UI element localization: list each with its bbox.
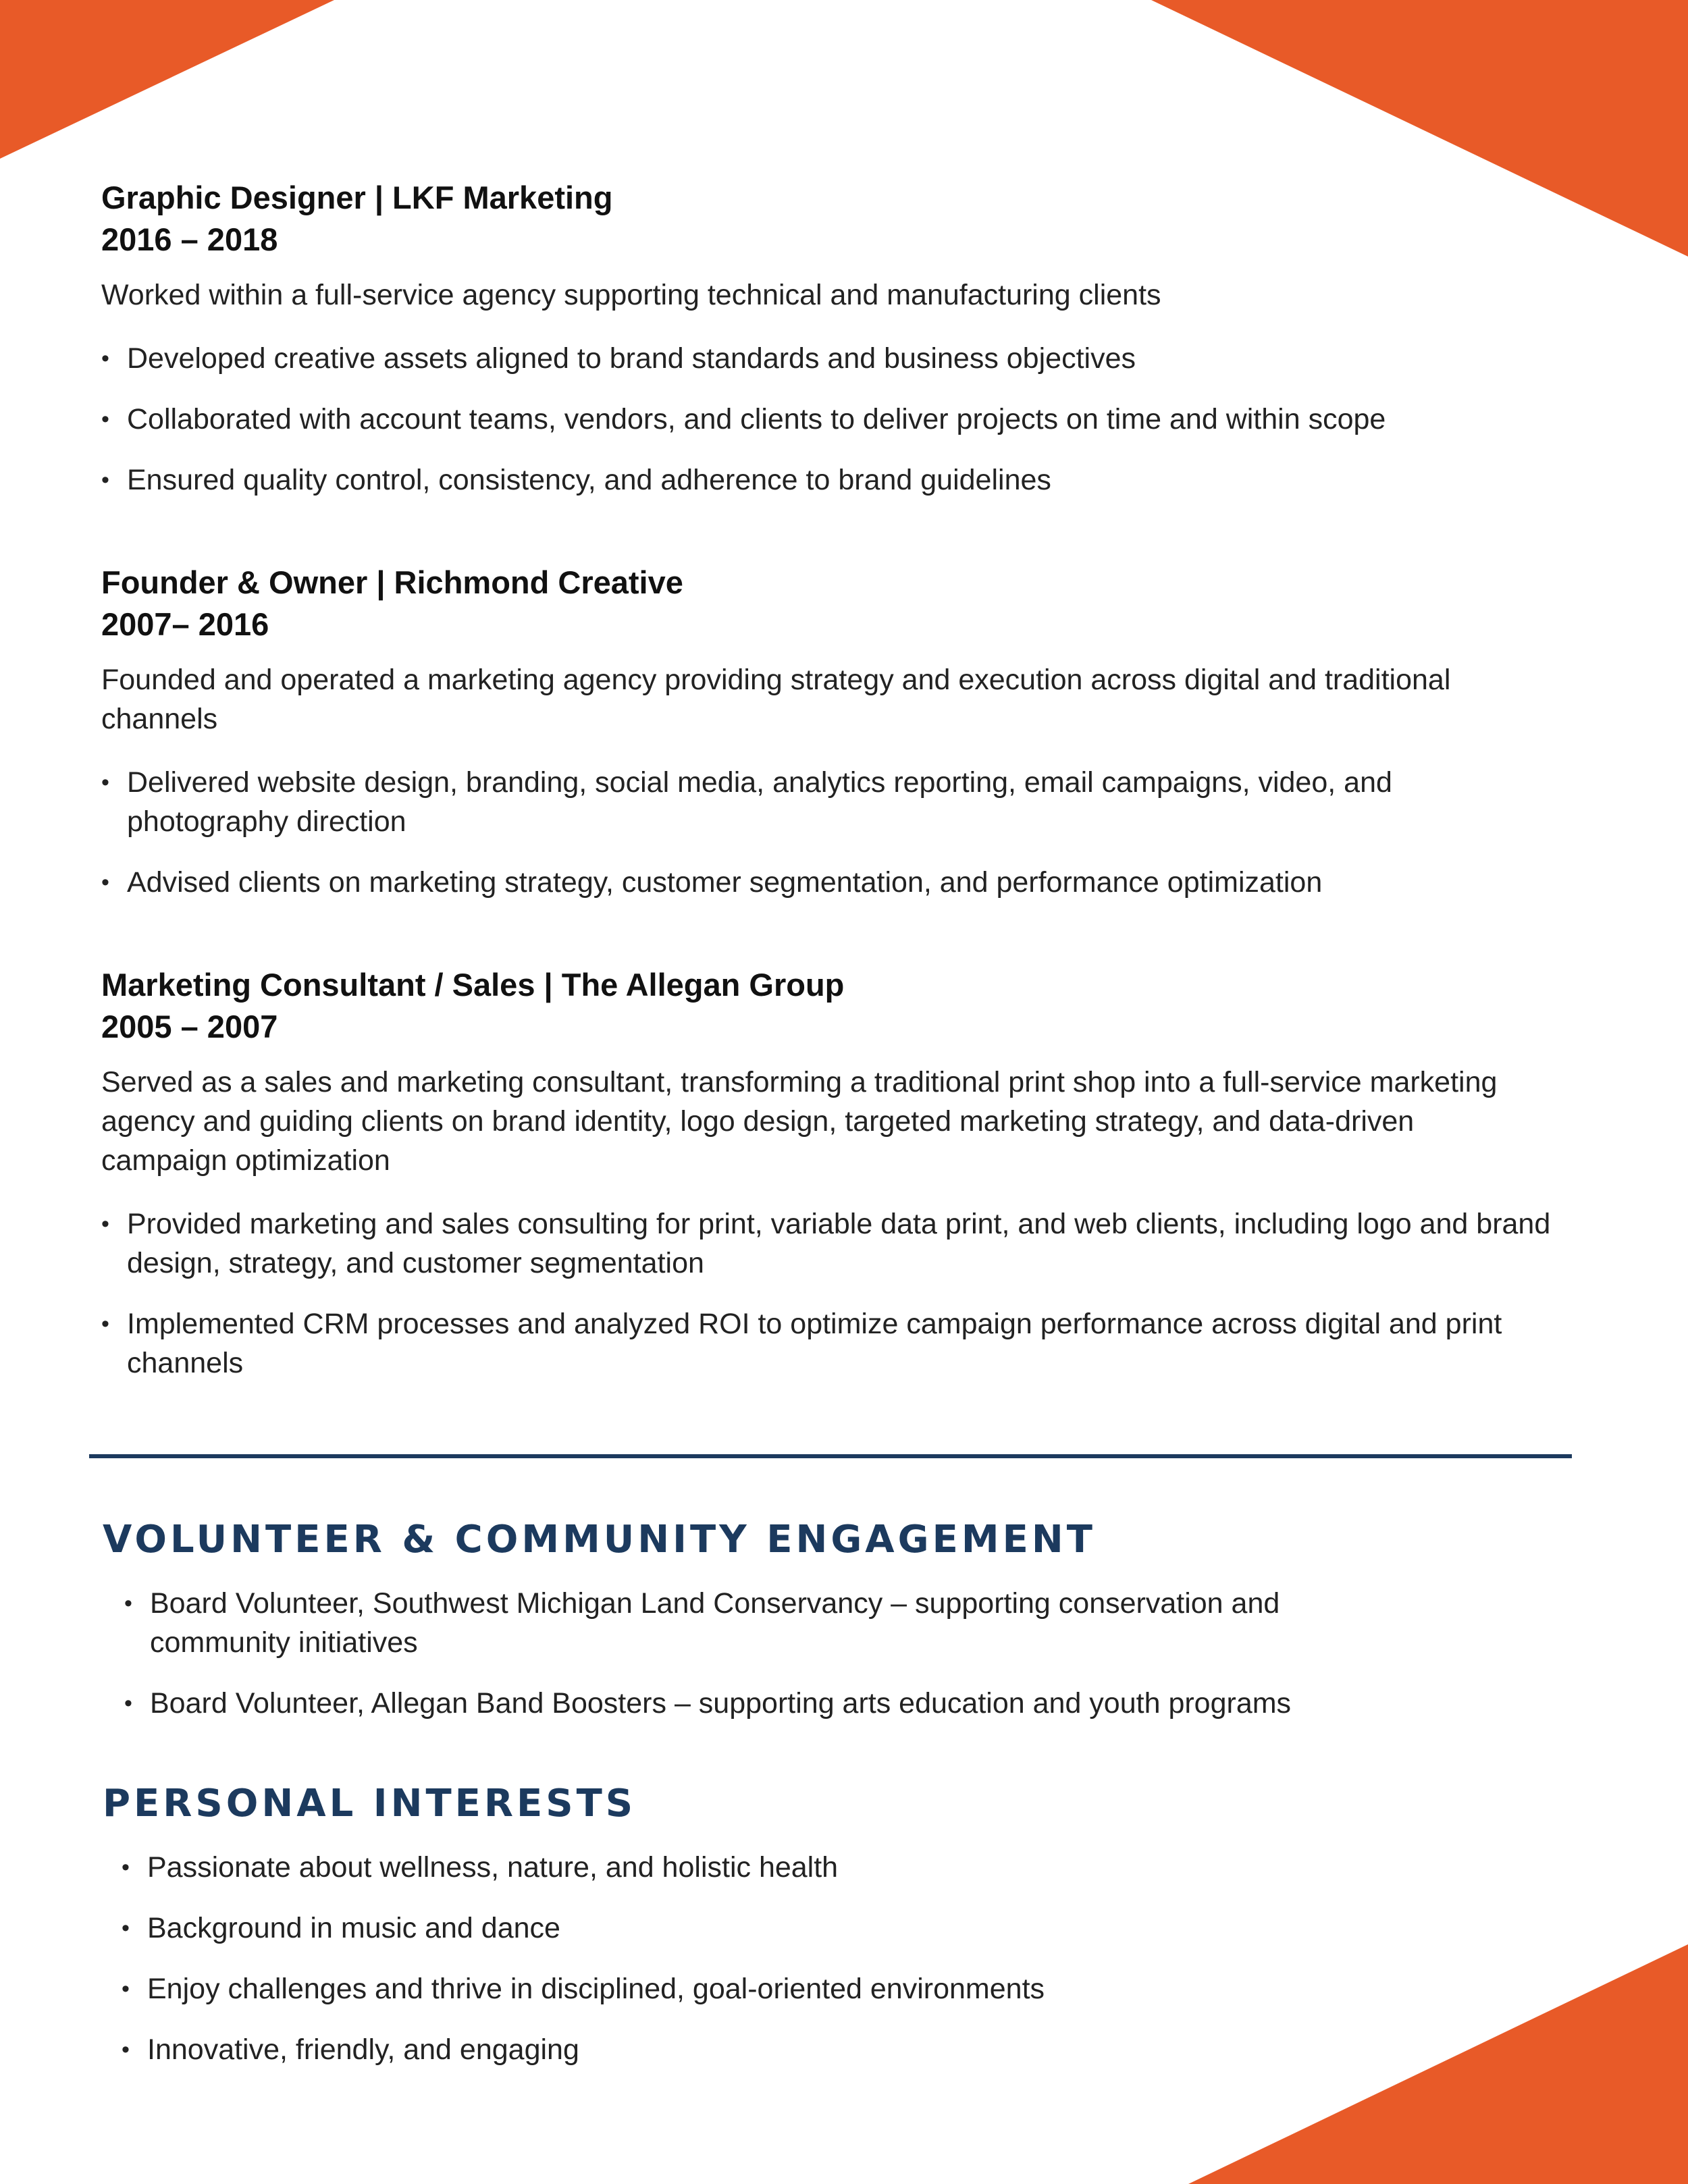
job-entry (101, 964, 1553, 1383)
list-item (101, 460, 1553, 500)
corner-triangle-top-left (0, 0, 334, 159)
bullet-icon: • (101, 870, 109, 895)
bullet-icon: • (124, 1591, 132, 1616)
list-item-text: Board Volunteer, Southwest Michigan Land Conservancy – supporting conservation and community initiatives (150, 1587, 1280, 1659)
bullet-icon: • (122, 2037, 130, 2062)
job-title: Marketing Consultant / Sales | The Allegan Group (101, 967, 845, 1003)
list-item-text: Advised clients on marketing strategy, customer segmentation, and performance optimization (127, 866, 1323, 899)
bullet-icon: • (101, 1311, 109, 1337)
list-item (122, 1909, 1521, 1948)
job-entry (101, 177, 1553, 500)
job-summary: Founded and operated a marketing agency providing strategy and execution across digital and traditional channels (101, 664, 1451, 735)
experience-section (101, 177, 1553, 1445)
list-item-text: Board Volunteer, Allegan Band Boosters – supporting arts education and youth programs (150, 1687, 1292, 1720)
list-item (101, 1204, 1553, 1283)
job-summary: Served as a sales and marketing consultant, transforming a traditional print shop into a full-service marketing agency and guiding clients on brand identity, logo design, targeted marketing strategy, and data-driven campaign optimization (101, 1066, 1498, 1177)
bullet-icon: • (101, 1211, 109, 1237)
volunteer-section (103, 1516, 1521, 1744)
bullet-icon: • (101, 346, 109, 371)
list-item (122, 1848, 1521, 1887)
job-summary: Worked within a full-service agency supporting technical and manufacturing clients (101, 279, 1161, 311)
list-item-text: Background in music and dance (147, 1912, 560, 1944)
list-item (124, 1584, 1399, 1662)
job-dates: 2007– 2016 (101, 606, 269, 642)
list-item (124, 1684, 1399, 1723)
list-item-text: Provided marketing and sales consulting for print, variable data print, and web clients, including logo and brand design, strategy, and customer segmentation (127, 1208, 1551, 1279)
list-item (101, 400, 1553, 439)
list-item-text: Ensured quality control, consistency, and adherence to brand guidelines (127, 464, 1051, 496)
list-item (122, 1969, 1521, 2008)
list-item (101, 1304, 1553, 1383)
bullet-icon: • (122, 1855, 130, 1880)
list-item-text: Implemented CRM processes and analyzed ROI to optimize campaign performance across digital and print channels (127, 1308, 1502, 1379)
interests-list (103, 1848, 1521, 2069)
list-item-text: Developed creative assets aligned to brand standards and business objectives (127, 342, 1136, 375)
list-item (101, 763, 1553, 841)
list-item (122, 2030, 1521, 2069)
job-dates: 2005 – 2007 (101, 1009, 278, 1044)
interests-section (103, 1780, 1521, 2091)
job-bullets (101, 1204, 1553, 1383)
job-title: Founder & Owner | Richmond Creative (101, 564, 683, 600)
job-bullets (101, 339, 1553, 500)
bullet-icon: • (101, 467, 109, 493)
bullet-icon: • (101, 406, 109, 432)
bullet-icon: • (122, 1915, 130, 1941)
bullet-icon: • (124, 1690, 132, 1716)
job-entry (101, 562, 1553, 902)
list-item-text: Delivered website design, branding, social media, analytics reporting, email campaigns, video, and photography direction (127, 766, 1392, 838)
list-item-text: Enjoy challenges and thrive in disciplined, goal-oriented environments (147, 1973, 1045, 2005)
section-divider (89, 1454, 1572, 1458)
list-item-text: Collaborated with account teams, vendors, and clients to deliver projects on time and within scope (127, 403, 1386, 435)
bullet-icon: • (101, 770, 109, 795)
job-bullets (101, 763, 1553, 902)
bullet-icon: • (122, 1976, 130, 2002)
list-item-text: Passionate about wellness, nature, and holistic health (147, 1851, 839, 1884)
section-heading-volunteer: VOLUNTEER & COMMUNITY ENGAGEMENT (103, 1518, 1096, 1562)
job-dates: 2016 – 2018 (101, 221, 278, 257)
job-title: Graphic Designer | LKF Marketing (101, 180, 613, 215)
section-heading-interests: PERSONAL INTERESTS (103, 1782, 637, 1826)
volunteer-list (103, 1584, 1521, 1723)
list-item-text: Innovative, friendly, and engaging (147, 2033, 579, 2066)
list-item (101, 339, 1553, 378)
list-item (101, 863, 1553, 902)
